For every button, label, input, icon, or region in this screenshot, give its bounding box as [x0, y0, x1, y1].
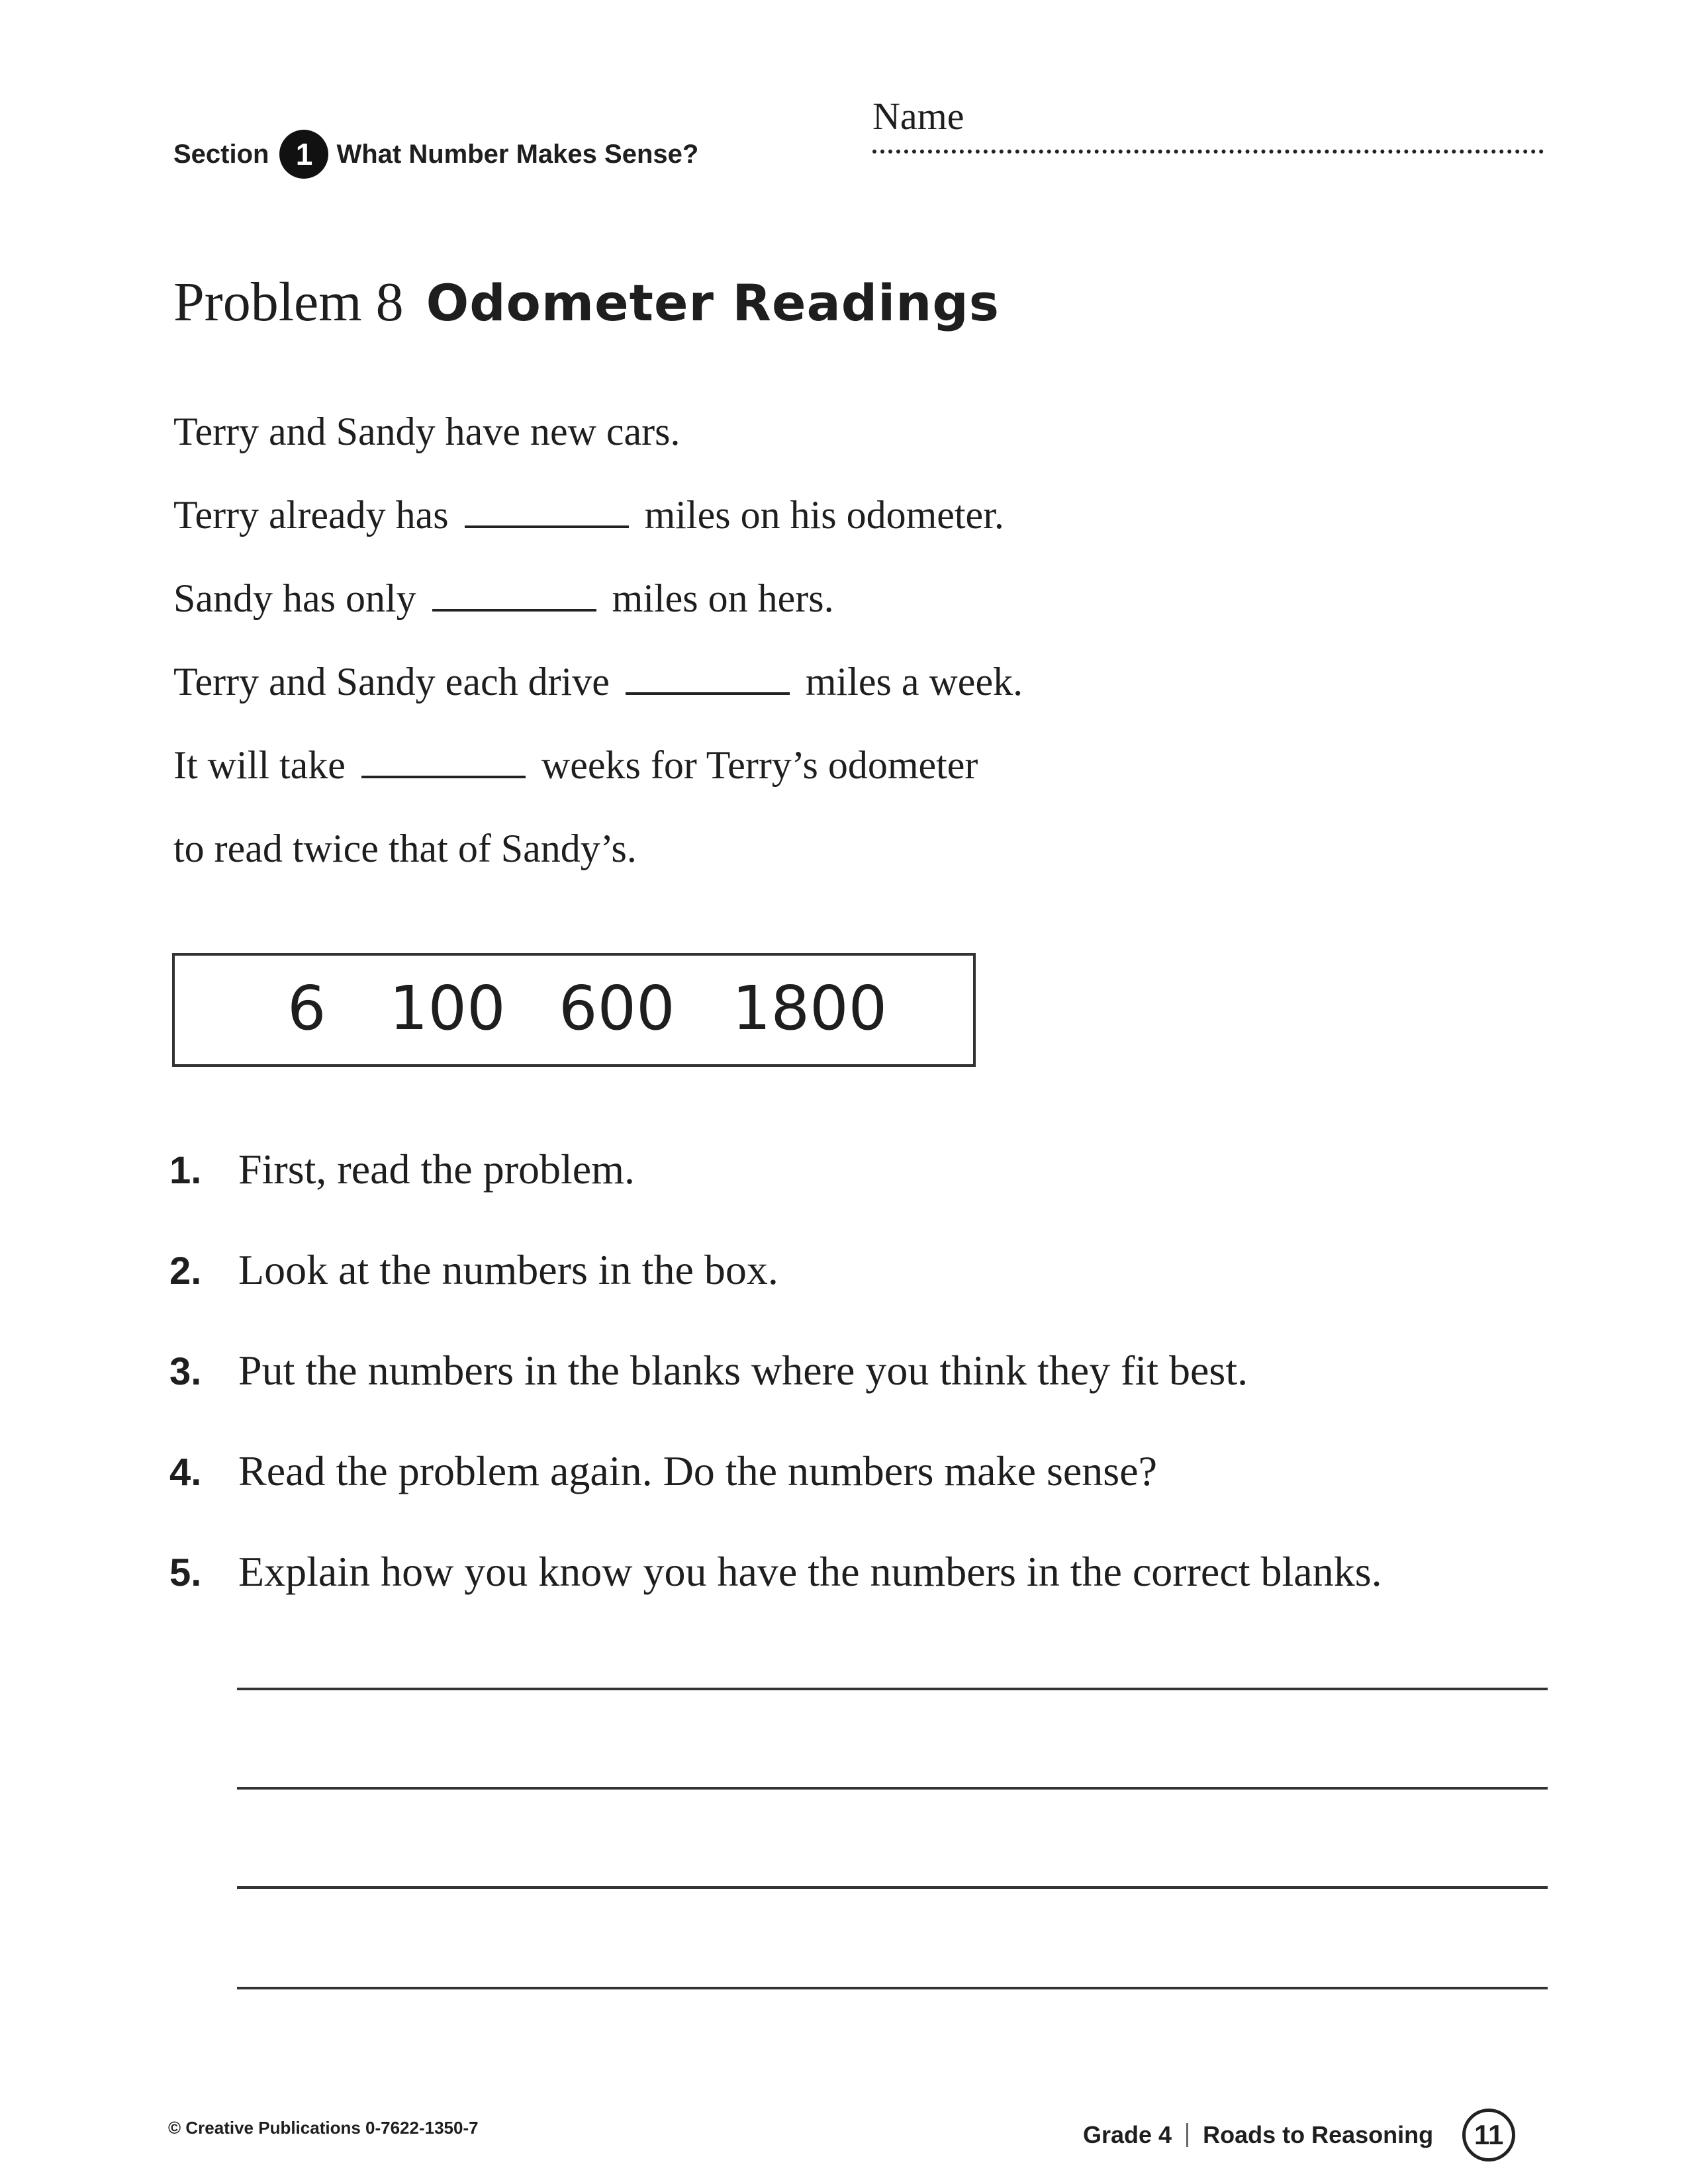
step-number: 5. — [169, 1551, 202, 1594]
problem-name: Odometer Readings — [426, 273, 1000, 332]
section-prefix: Section — [173, 139, 269, 169]
step-number: 1. — [169, 1149, 202, 1192]
story-text: miles on his odometer. — [644, 493, 1004, 537]
story-line-2 — [173, 492, 1004, 538]
number-choice: 6 — [287, 973, 326, 1044]
story-text: miles a week. — [805, 660, 1023, 704]
step-text: Read the problem again. Do the numbers make sense? — [238, 1447, 1157, 1494]
book-title: Roads to Reasoning — [1203, 2121, 1434, 2148]
story-text: miles on hers. — [612, 576, 834, 620]
number-choice: 1800 — [732, 973, 888, 1044]
step-number: 2. — [169, 1250, 202, 1293]
step-item — [169, 1145, 635, 1194]
story-text: It will take — [173, 743, 346, 787]
step-text: Put the numbers in the blanks where you think they fit best. — [238, 1347, 1248, 1394]
story-line-1 — [173, 409, 680, 455]
step-text: Look at the numbers in the box. — [238, 1246, 778, 1293]
story-text: Terry and Sandy have new cars. — [173, 410, 680, 453]
section-number-badge: 1 — [279, 130, 328, 179]
page-number: 11 — [1462, 2109, 1515, 2161]
blank-weekly-miles[interactable] — [626, 663, 790, 695]
story-text: Sandy has only — [173, 576, 416, 620]
section-title: What Number Makes Sense? — [336, 139, 699, 169]
story-line-5 — [173, 743, 978, 788]
story-text: Terry and Sandy each drive — [173, 660, 610, 704]
footer-divider — [1186, 2123, 1188, 2147]
step-text: Explain how you know you have the numbers in the correct blanks. — [238, 1548, 1382, 1595]
story-text: Terry already has — [173, 493, 449, 537]
story-line-4 — [173, 659, 1023, 705]
answer-line[interactable] — [237, 1987, 1548, 1989]
step-number: 3. — [169, 1350, 202, 1393]
story-line-3 — [173, 576, 834, 621]
number-choice: 100 — [389, 973, 506, 1044]
story-text: weeks for Terry’s odometer — [541, 743, 978, 787]
blank-terry-miles[interactable] — [465, 496, 629, 528]
answer-line[interactable] — [237, 1886, 1548, 1889]
name-field[interactable] — [872, 150, 1544, 154]
problem-number: Problem 8 — [173, 271, 404, 333]
step-number: 4. — [169, 1451, 202, 1494]
copyright-notice: © Creative Publications 0-7622-1350-7 — [168, 2118, 479, 2138]
step-item — [169, 1246, 778, 1295]
step-item — [169, 1346, 1248, 1395]
page-footer — [1083, 2109, 1515, 2161]
story-text: to read twice that of Sandy’s. — [173, 827, 637, 870]
number-choices-box — [172, 953, 976, 1067]
section-header — [173, 130, 698, 179]
step-item — [169, 1447, 1157, 1496]
blank-weeks[interactable] — [361, 747, 526, 778]
step-item — [169, 1547, 1382, 1596]
answer-line[interactable] — [237, 1688, 1548, 1690]
story-line-6 — [173, 826, 637, 872]
grade-label: Grade 4 — [1083, 2121, 1172, 2148]
page-title — [173, 270, 1000, 334]
blank-sandy-miles[interactable] — [432, 580, 596, 612]
answer-line[interactable] — [237, 1787, 1548, 1790]
number-choice: 600 — [559, 973, 675, 1044]
name-label: Name — [872, 95, 964, 138]
step-text: First, read the problem. — [238, 1146, 635, 1193]
